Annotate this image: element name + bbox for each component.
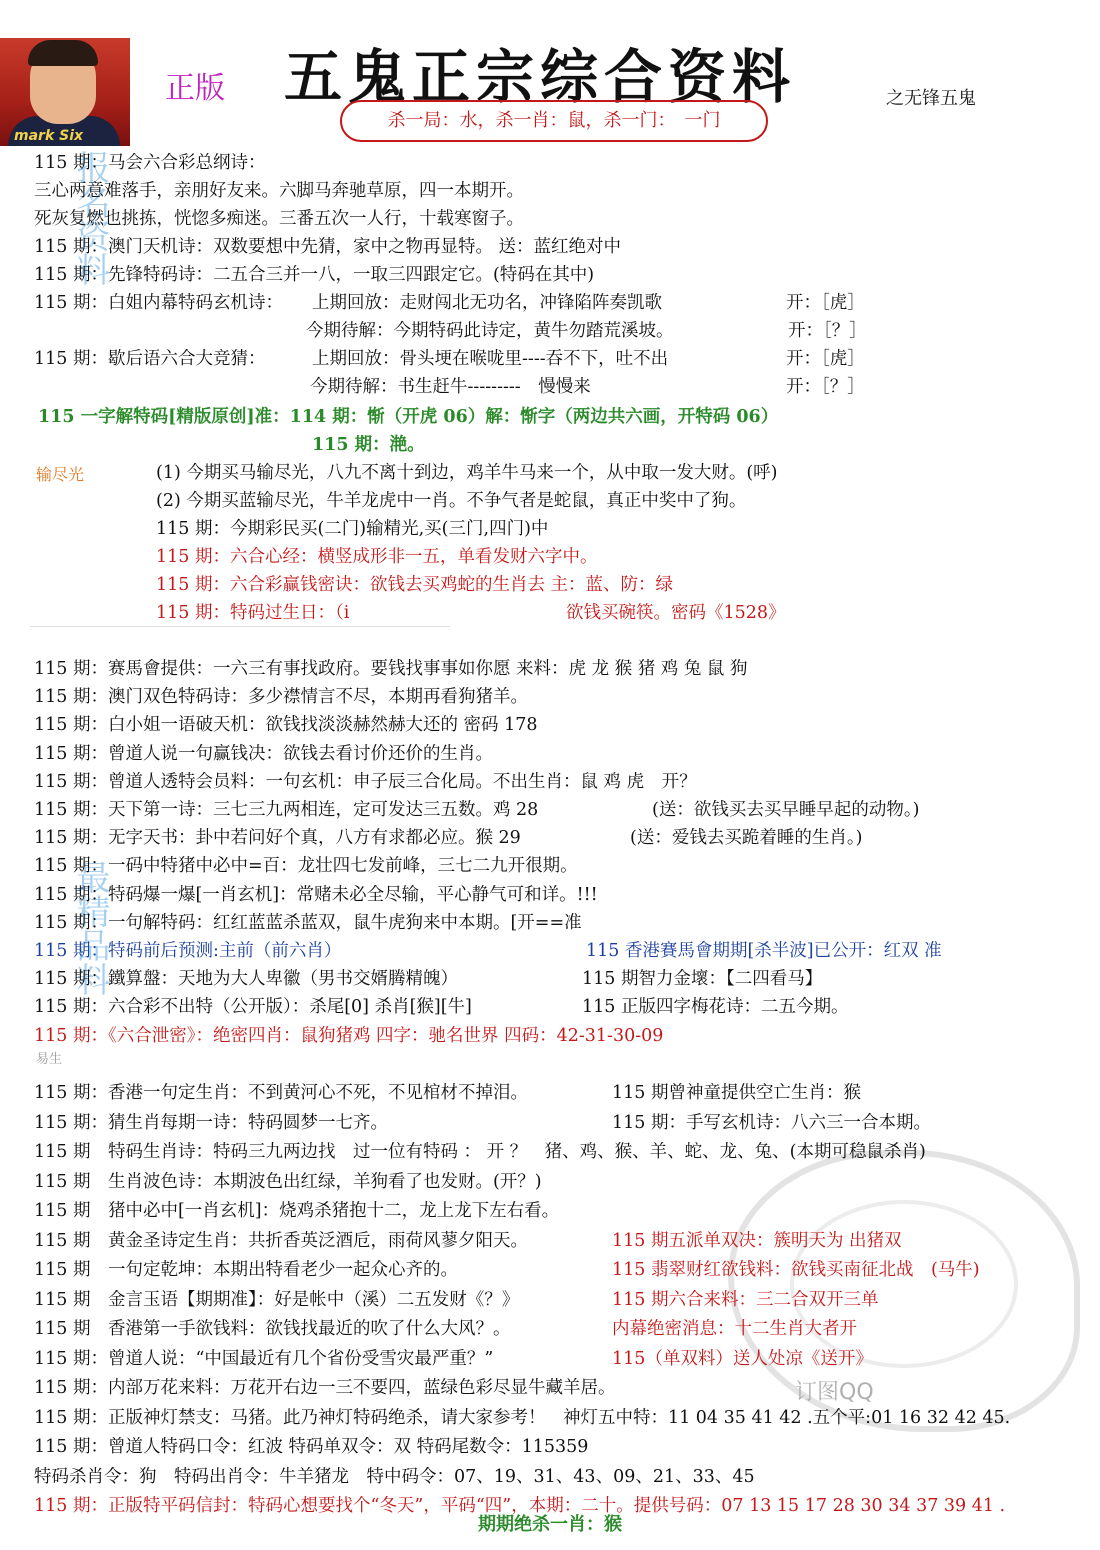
section4-line: 115 期：正版神灯禁支：马猪。此乃神灯特码绝杀，请大家参考！ 神灯五中特：11 04 35 41 42 .五个平:01 16 32 42 45. bbox=[34, 1407, 1011, 1428]
section3-line: 115 期：特码前后预测:主前（前六肖） bbox=[34, 941, 342, 961]
qq-watermark: 订图QQ bbox=[795, 1380, 874, 1405]
photo-hair bbox=[28, 40, 98, 66]
section3-line-right: (送：欲钱买去买早睡早起的动物。) bbox=[652, 800, 920, 820]
section4-line: 115 期 黄金圣诗定生肖：共折香英泛酒卮，雨荷风蓼夕阳天。 bbox=[34, 1230, 528, 1251]
section3-line: 115 期：特码爆一爆[一肖玄机]：常赌未必全尽输，平心静气可和详。!!! bbox=[34, 884, 598, 905]
section4-line: 特码杀肖令：狗 特码出肖令：牛羊猪龙 特中码令：07、19、31、43、09、21、33、45 bbox=[34, 1466, 755, 1487]
side-text-bottom-label: 最精品料 bbox=[70, 860, 110, 996]
section3-line: 115 期：鐵算盤：天地为大人卑徽（男书交婿腾精魄） bbox=[34, 969, 458, 990]
section4-line: 115 期 香港第一手欲钱料：欲钱找最近的吹了什么大风？。 bbox=[34, 1319, 511, 1339]
side-label-lower: 易生 bbox=[36, 1052, 63, 1067]
section3-line-right: 115 正版四字梅花诗：二五今期。 bbox=[582, 997, 849, 1018]
section4-line: 115 期：香港一句定生肖：不到黄河心不死，不见棺材不掉泪。 bbox=[34, 1083, 528, 1103]
section4-line: 115 期 猪中必中[一肖玄机]：烧鸡杀猪抱十二，龙上龙下左右看。 bbox=[34, 1201, 560, 1221]
side-text-top-label: 报名资料 bbox=[70, 150, 110, 286]
mark-six-logo: mark Six bbox=[14, 128, 84, 144]
section1-line: 死灰复燃也挑拣，恍惚多痴迷。三番五次一人行，十载寒窗子。 bbox=[34, 209, 524, 229]
section4-line: 115 期 一句定乾坤：本期出特看老少一起众心齐的。 bbox=[34, 1260, 458, 1280]
section3-line: 115 期：一码中特猪中必中=百：龙壮四七发前峰，三七二九开很期。 bbox=[34, 856, 578, 877]
section4-line: 115 期 生肖波色诗：本期波色出红绿，羊狗看了也发财。(开？) bbox=[34, 1171, 542, 1192]
section4-line-right: 115 期：手写玄机诗：八六三一合本期。 bbox=[612, 1112, 931, 1133]
baijie-row1: 上期回放：走财闯北无功名，冲锋陷阵奏凯歌 bbox=[312, 293, 662, 313]
section3-line: 115 期：无字天书：卦中若问好个真，八方有求都必应。猴 29 bbox=[34, 828, 521, 849]
section3-line-right: (送：爱钱去买跪着睡的生肖。) bbox=[630, 828, 863, 849]
section4-line: 115 期 特码生肖诗：特码三九两边找 过一位有特码 ： 开 ？ 猪、鸡、猴、羊、蛇、龙、兔、(本期可稳鼠杀肖) bbox=[34, 1142, 926, 1162]
xiehouyu-row2: 今期待解：书生赶牛--------- 慢慢来 bbox=[310, 377, 591, 397]
footer-kill-zodiac: 期期绝杀一肖：猴 bbox=[478, 1514, 622, 1535]
section1-line: 三心两意难落手，亲朋好友来。六脚马奔驰草原，四一本期开。 bbox=[34, 181, 524, 201]
section3-line: 115 期：白小姐一语破天机：欲钱找淡淡赫然赫大还的 密码 178 bbox=[34, 715, 538, 736]
page-title: 五鬼正宗综合资料 bbox=[284, 43, 797, 111]
side-label-lose: 输尽光 bbox=[36, 465, 85, 484]
section2-line: 115 期：六合心经：横竖成形非一五，单看发财六字中。 bbox=[156, 547, 598, 567]
baijie-row1-open: 开：［虎］ bbox=[786, 293, 865, 313]
section2-line: (1) 今期买马输尽光，八九不离十到边，鸡羊牛马来一个，从中取一发大财。(呼) bbox=[156, 463, 778, 483]
baijie-prefix: 115 期：白姐内幕特码玄机诗： bbox=[34, 293, 283, 313]
baijie-row2-open: 开：［？］ bbox=[788, 321, 867, 341]
xiehouyu-row2-open: 开：［？］ bbox=[786, 377, 865, 397]
yizi-line1: 115 一字解特码[精版原创]准：114 期：惭（开虎 06）解：惭字（两边共六画，开特码 06） bbox=[38, 407, 779, 427]
section4-line: 115 期：猜生肖每期一诗：特码圆梦一七齐。 bbox=[34, 1112, 388, 1133]
section3-line: 115 期：《六合泄密》：绝密四肖：鼠狗猪鸡 四字：驰名世界 四码：42-31-30-09 bbox=[34, 1025, 664, 1046]
section1-line: 115 期：马会六合彩总纲诗： bbox=[34, 153, 266, 173]
section3-line: 115 期：一句解特码：红红蓝蓝杀蓝双，鼠牛虎狗来中本期。[开==准 bbox=[34, 912, 582, 933]
dragon-watermark-inner bbox=[790, 1200, 1018, 1368]
separator-1 bbox=[30, 626, 450, 627]
section4-line: 115 期：曾道人特码口令：红波 特码单双令：双 特码尾数令：115359 bbox=[34, 1437, 589, 1457]
section4-line: 115 期：内部万花来料：万花开右边一三不要四，蓝绿色彩尽显牛藏羊居。 bbox=[34, 1378, 616, 1398]
section4-line-right: 115 期六合来料：三二合双开三单 bbox=[612, 1289, 879, 1310]
xiehouyu-prefix: 115 期：歇后语六合大竞猜： bbox=[34, 349, 266, 369]
section3-line-right: 115 期智力金壞：【二四看马】 bbox=[582, 969, 823, 990]
section4-line-right: 内幕绝密消息：十二生肖大者开 bbox=[612, 1319, 857, 1339]
section4-line-right: 115（单双料）送人处凉《送开》 bbox=[612, 1348, 873, 1369]
section4-line: 115 期：正版特平码信封：特码心想要找个“冬天”，平码“四”，本期：二十。提供号码：07 13 15 17 28 30 34 37 39 41 . bbox=[34, 1496, 1006, 1516]
section4-line: 115 期 金言玉语【期期准】：好是帐中（溪）二五发财《？》 bbox=[34, 1289, 520, 1310]
section2-right-note: 欲钱买碗筷。密码《1528》 bbox=[566, 603, 786, 623]
section4-line-right: 115 期五派单双决：簇明天为 出猪双 bbox=[612, 1230, 902, 1251]
section4-line: 115 期：曾道人说：“中国最近有几个省份受雪灾最严重？” bbox=[34, 1348, 494, 1369]
section2-line: 115 期：今期彩民买(二门)输精光,买(三门,四门)中 bbox=[156, 519, 549, 539]
xiehouyu-row1: 上期回放：骨头埂在喉咙里----吞不下，吐不出 bbox=[312, 349, 669, 369]
section3-line: 115 期：曾道人说一句赢钱决：欲钱去看讨价还价的生肖。 bbox=[34, 743, 493, 764]
author-photo bbox=[0, 38, 130, 148]
section3-line: 115 期：曾道人透特会员料：一句玄机：申子辰三合化局。不出生肖：鼠 鸡 虎 开？ bbox=[34, 771, 697, 792]
kill-summary-box: 杀一局：水，杀一肖：鼠，杀一门： 一门 bbox=[340, 100, 768, 142]
baijie-row2: 今期待解：今期特码此诗定，黄牛勿踏荒溪坡。 bbox=[306, 321, 674, 341]
section3-line-right: 115 香港賽馬會期期[杀半波]已公开：红双 准 bbox=[586, 941, 942, 961]
section1-line: 115 期：先锋特码诗：二五合三并一八，一取三四跟定它。(特码在其中) bbox=[34, 265, 595, 285]
genuine-badge: 正版 bbox=[165, 71, 225, 106]
section3-line: 115 期：赛馬會提供：一六三有事找政府。要钱找事事如你愿 来料：虎 龙 猴 猪 鸡 兔 鼠 狗 bbox=[34, 659, 748, 679]
section3-line: 115 期：天下第一诗：三七三九两相连，定可发达三五数。鸡 28 bbox=[34, 800, 539, 820]
section2-line: (2) 今期买蓝输尽光，牛羊龙虎中一肖。不争气者是蛇鼠，真正中奖中了狗。 bbox=[156, 491, 747, 511]
xiehouyu-row1-open: 开：［虎］ bbox=[786, 349, 865, 369]
section2-line: 115 期：特码过生日：（i bbox=[156, 603, 350, 623]
section4-line-right: 115 翡翠财红欲钱料：欲钱买南征北战 (马牛) bbox=[612, 1260, 980, 1280]
section1-line: 115 期：澳门天机诗：双数要想中先猜，家中之物再显特。 送：蓝红绝对中 bbox=[34, 237, 622, 257]
section2-line: 115 期：六合彩赢钱密诀：欲钱去买鸡蛇的生肖去 主：蓝、防：绿 bbox=[156, 575, 674, 595]
section3-line: 115 期：六合彩不出特（公开版）：杀尾[0] 杀肖[猴][牛] bbox=[34, 997, 472, 1018]
section4-line-right: 115 期曾神童提供空亡生肖：猴 bbox=[612, 1083, 861, 1103]
yizi-line2: 115 期：滟。 bbox=[312, 435, 425, 455]
section3-line: 115 期：澳门双色特码诗：多少襟情言不尽，本期再看狗猪羊。 bbox=[34, 687, 528, 708]
subtitle-author: 之无锋五鬼 bbox=[886, 88, 976, 109]
